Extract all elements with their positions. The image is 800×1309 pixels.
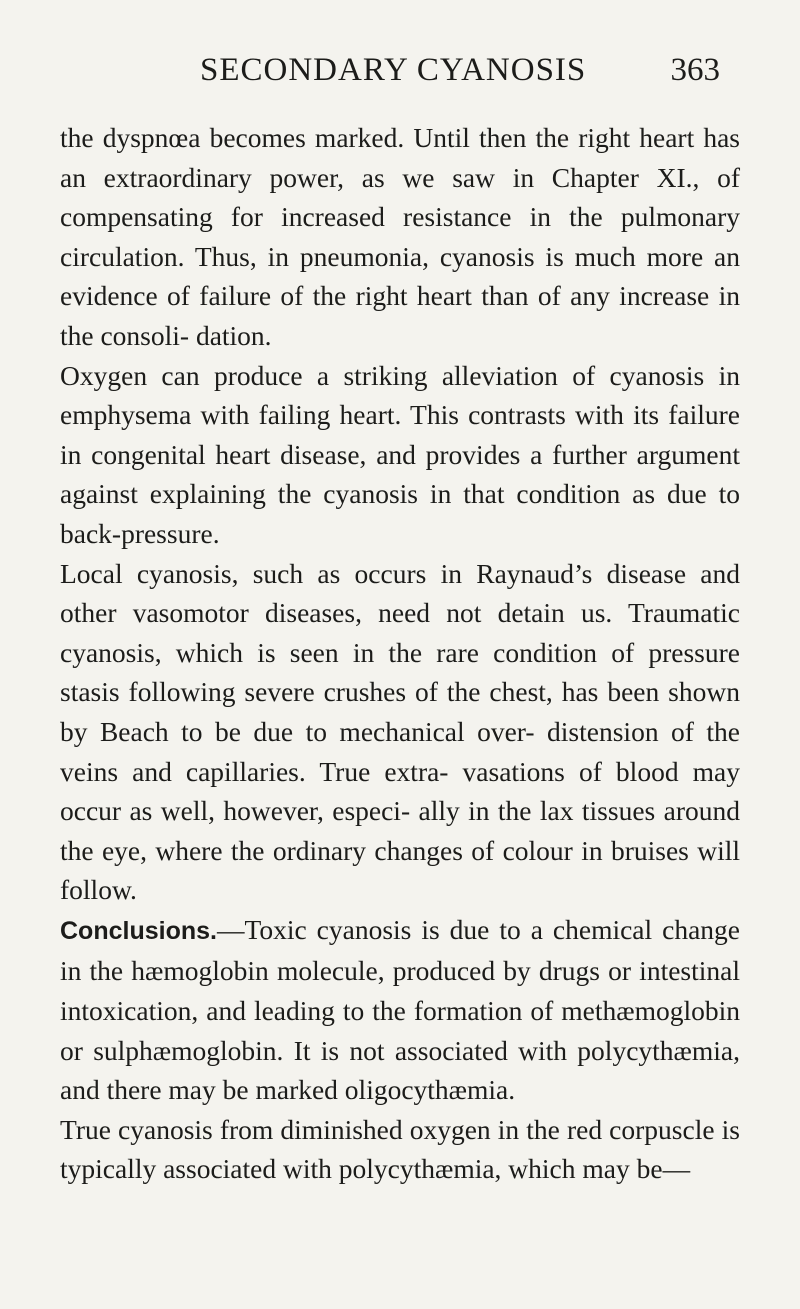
paragraph-oxygen: Oxygen can produce a striking alleviation of cyanosis in emphysema with failing heart. This contrasts with its failure in congenital heart disease, and provides a further argument against explaining the cyanosis in that condition as due to back-pressure. [60,359,740,549]
paragraph-local-cyanosis: Local cyanosis, such as occurs in Raynaud’s disease and other vasomotor diseases, need not detain us. Traumatic cyanosis, which is seen in the rare condition of pressure stasis following severe crushes of the chest, has been shown by Beach to be due to mechanical over- distension of the veins and capillaries. True extra- vasations of blood may occur as well, however, especi- ally in the lax tissues around the eye, where the ordinary changes of colour in bruises will follow. [60,557,740,906]
page-number: 363 [670,52,720,88]
running-title: SECONDARY CYANOSIS [200,52,587,88]
paragraph-right-heart: the dyspnœa becomes marked. Until then the right heart has an extraordinary power, as we saw in Chapter XI., of compensating for increased resistance in the pulmonary circulation. Thus, in pneumonia, cyanosis is much more an evidence of failure of the right heart than of any increase in the consoli- dation. [60,122,740,351]
running-head [200,50,720,90]
paragraph-conclusions [60,910,740,1110]
paragraph-true-cyanosis: True cyanosis from diminished oxygen in the red corpuscle is typically associated with polycythæmia, which may be— [60,1113,740,1185]
body-text [60,118,740,1189]
conclusions-heading: Conclusions. [60,916,217,945]
conclusions-text: —Toxic cyanosis is due to a chemical change in the hæmoglobin molecule, produced by drugs or intestinal intoxication, and leading to the formation of methæmoglobin or sulphæmoglobin. It is not associated with polycythæmia, and there may be marked oligocythæmia. [60,913,740,1106]
